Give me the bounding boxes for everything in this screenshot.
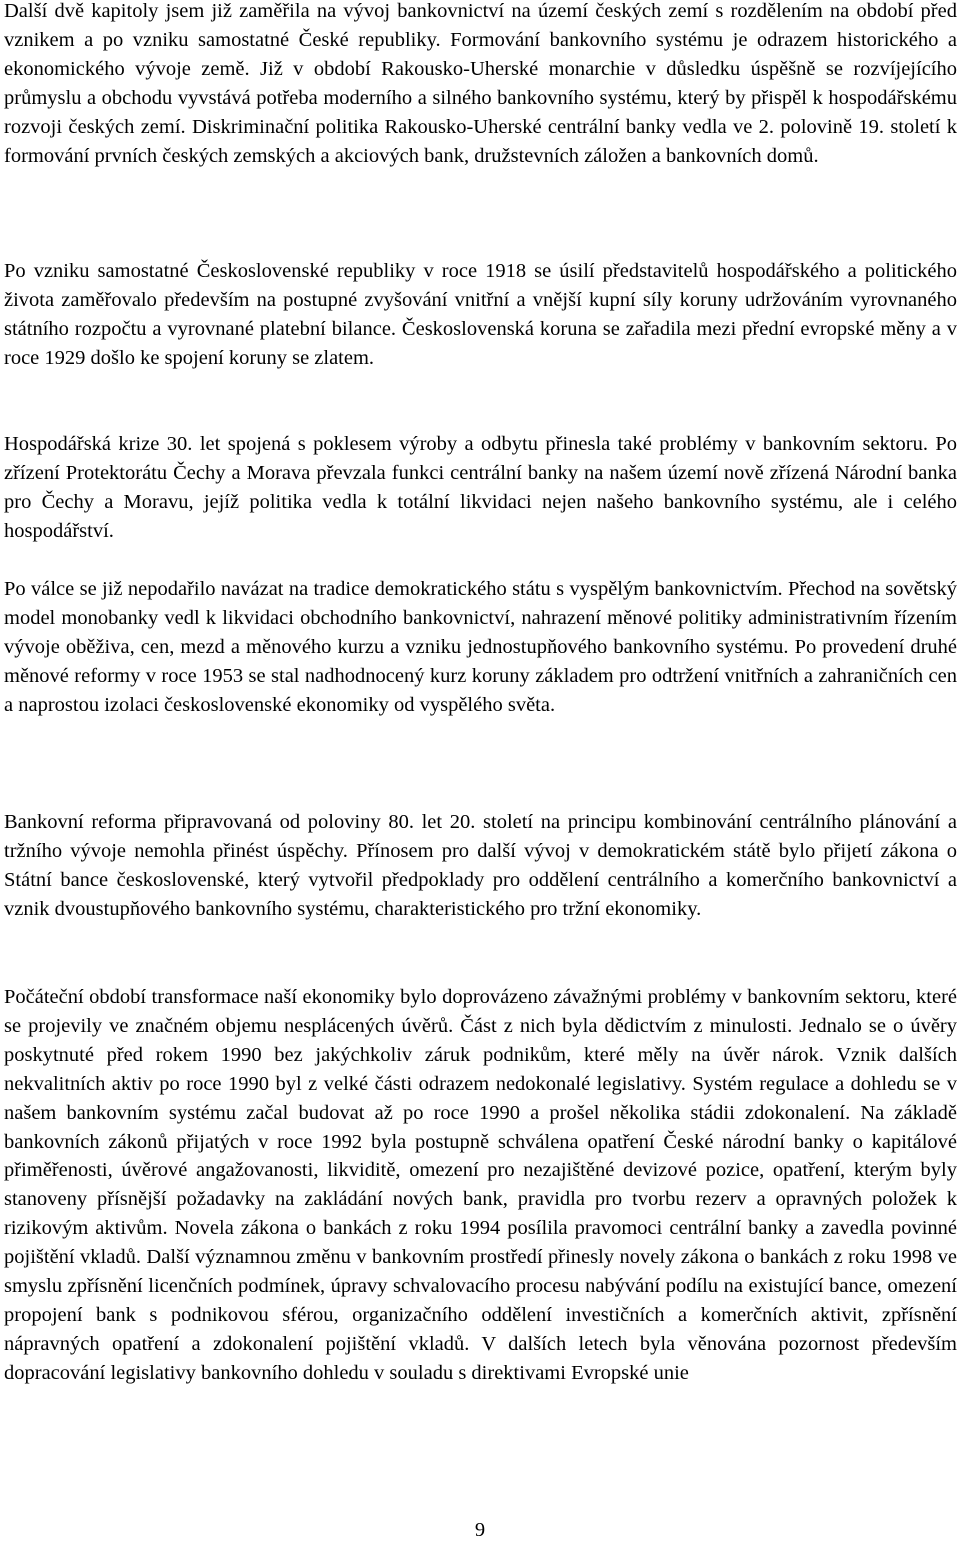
paragraph-banking-reform-1980s: Bankovní reforma připravovaná od poloviny 80. let 20. století na principu kombinování centrálního plánování a tržního vývoje nemohla přinést úspěchy. Přínosem pro další vývoj v demokratickém státě bylo přijetí zákona o Státní bance československé, který vytvořil předpoklady pro oddělení centrálního a komerčního bankovnictví a vznik dvoustupňového bankovního systému, charakteristického pro tržní ekonomiky. [4, 811, 957, 920]
paragraph-transformation-period: Počáteční období transformace naší ekonomiky bylo doprovázeno závažnými problémy v bankovním sektoru, které se projevily ve značném objemu nesplácených úvěrů. Část z nich byla dědictvím z minulosti. Jednalo se o úvěry poskytnuté před rokem 1990 bez jakýchkoliv záruk podnikům, které měly na úvěr nárok. Vznik dalších nekvalitních aktiv po roce 1990 byl z velké části odrazem nedokonalé legislativy. Systém regulace a dohledu se v našem bankovním systému začal budovat až po roce 1990 a prošel několika stádii zdokonalení. Na základě bankovních zákonů přijatých v roce 1992 byla postupně schválena opatření České národní banky o kapitálové přiměřenosti, úvěrové angažovanosti, likviditě, omezení pro nezajištěné devizové pozice, opatření, kterým byly stanoveny přísnější požadavky na zakládání nových bank, pravidla pro tvorbu rezerv a opravných položek k rizikovým aktivům. Novela zákona o bankách z roku 1994 posílila pravomoci centrální banky a zavedla povinné pojištění vkladů. Další významnou změnu v bankovním prostředí přinesly novely zákona o bankách z roku 1998 ve smyslu zpřísnění licenčních podmínek, úpravy schvalovacího procesu nabývání podílu na existující bance, omezení propojení bank s podnikovou sférou, organizačního oddělení investičních a komerčních aktivit, zpřísnění nápravných opatření a zdokonalení pojištění vkladů. V dalších letech byla věnována pozornost především dopracování legislativy bankovního dohledu v souladu s direktivami Evropské unie [4, 986, 957, 1384]
page-number: 9 [474, 1519, 486, 1541]
paragraph-czechoslovak-republic-1918: Po vzniku samostatné Československé republiky v roce 1918 se úsilí představitelů hospodářského a politického života zaměřovalo především na postupné zvyšování vnitřní a vnější kupní síly koruny udržováním vyrovnaného státního rozpočtu a vyrovnané platební bilance. Československá koruna se zařadila mezi přední evropské měny a v roce 1929 došlo ke spojení koruny se zlatem. [4, 260, 957, 369]
paragraph-banking-history-intro: Další dvě kapitoly jsem již zaměřila na vývoj bankovnictví na území českých zemí s rozdělením na období před vznikem a po vzniku samostatné České republiky. Formování bankovního systému je odrazem historického a ekonomického vývoje země. Již v období Rakousko-Uherské monarchie v důsledku úspěšně se rozvíjejícího průmyslu a obchodu vyvstává potřeba moderního a silného bankovního systému, který by přispěl k hospodářskému rozvoji českých zemí. Diskriminační politika Rakousko-Uherské centrální banky vedla ve 2. polovině 19. století k formování prvních českých zemských a akciových bank, družstevních záložen a bankovních domů. [4, 0, 957, 167]
paragraph-economic-crisis-1930s: Hospodářská krize 30. let spojená s poklesem výroby a odbytu přinesla také problémy v bankovním sektoru. Po zřízení Protektorátu Čechy a Morava převzala funkci centrální banky na našem území nově zřízená Národní banka pro Čechy a Moravu, jejíž politika vedla k totální likvidaci nejen našeho bankovního systému, ale i celého hospodářství. [4, 433, 957, 542]
paragraph-post-war-monobank: Po válce se již nepodařilo navázat na tradice demokratického státu s vyspělým bankovnictvím. Přechod na sovětský model monobanky vedl k likvidaci obchodního bankovnictví, nahrazení měnové politiky administrativním řízením vývoje oběživa, cen, mezd a měnového kurzu a vzniku jednostupňového bankovního systému. Po provedení druhé měnové reformy v roce 1953 se stal nadhodnocený kurz koruny základem pro odtržení vnitřních a zahraničních cen a naprostou izolaci československé ekonomiky od vyspělého světa. [4, 578, 957, 716]
